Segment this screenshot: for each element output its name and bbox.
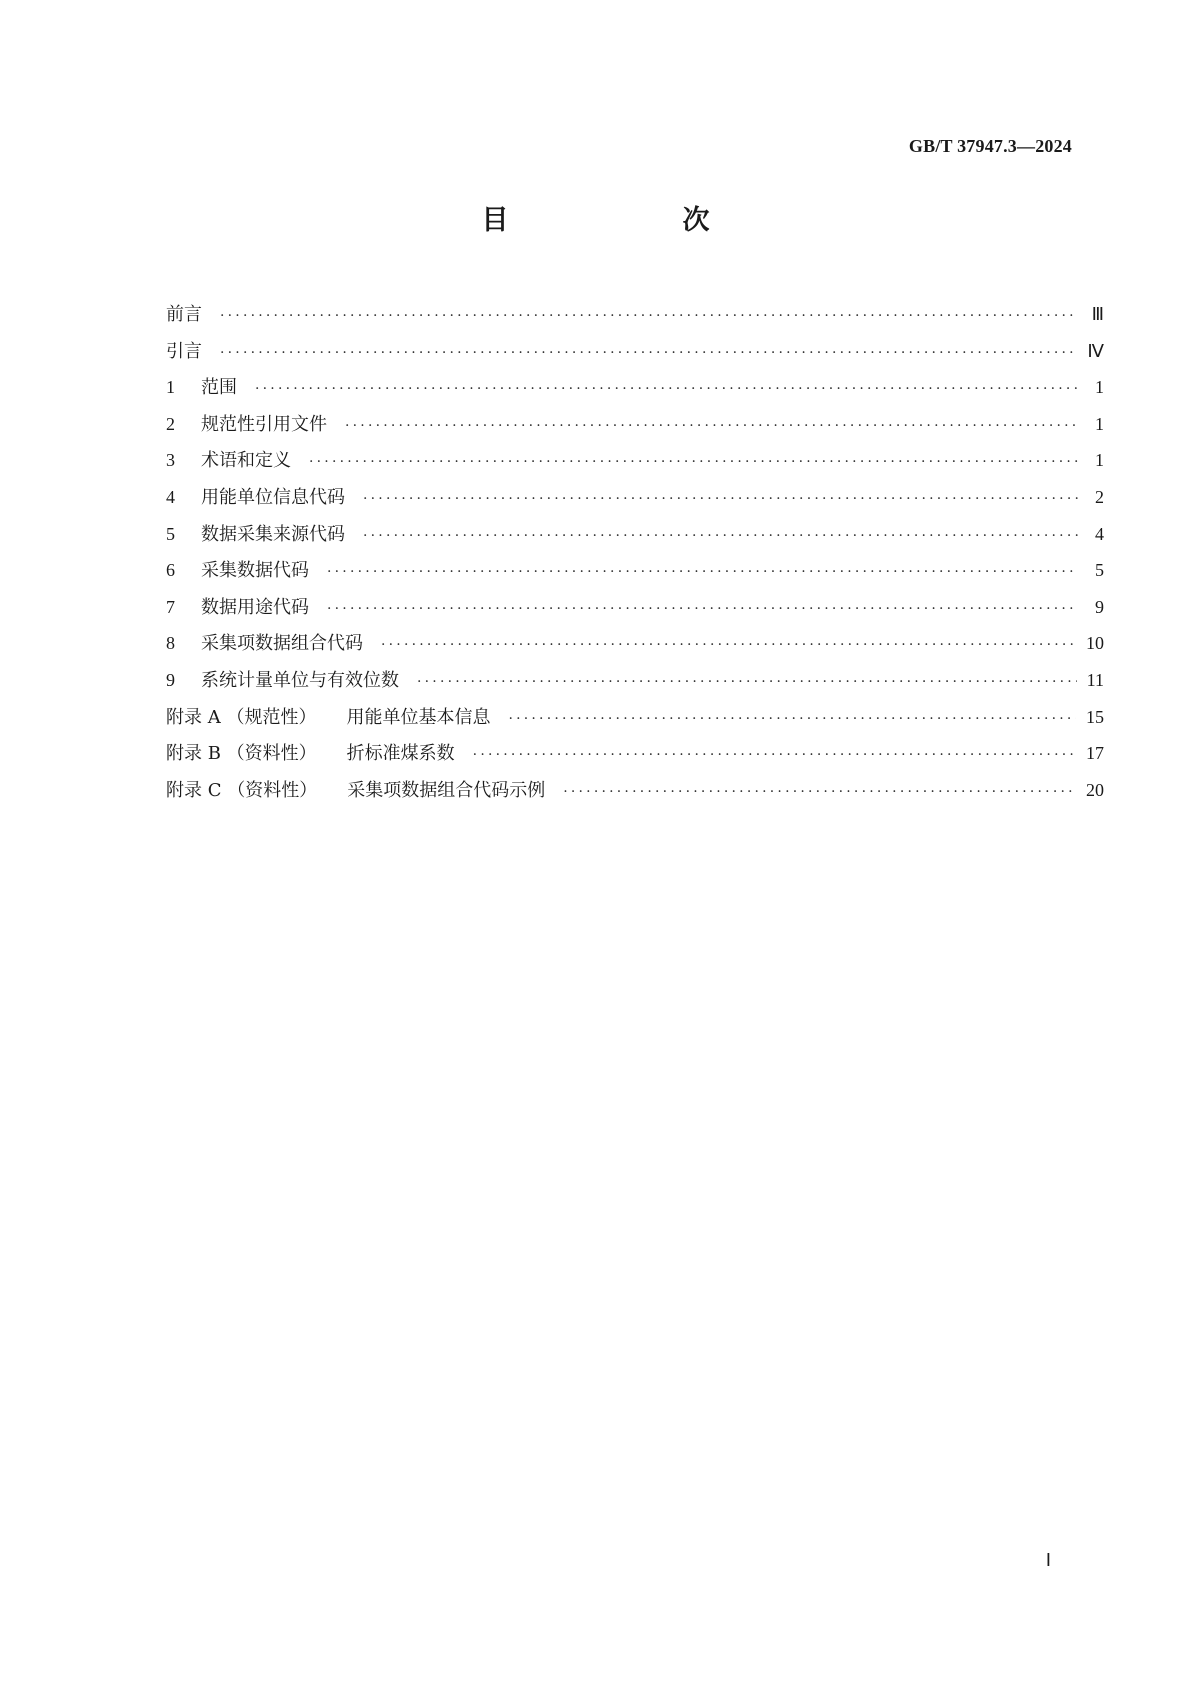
toc-page-number: 10 (1086, 633, 1104, 654)
toc-item-5[interactable] (166, 520, 1104, 557)
toc-entry-title: 范围 (201, 377, 237, 399)
toc-entry-label (166, 593, 309, 619)
toc-title: 目 次 (481, 205, 750, 236)
toc-entry-title: 数据用途代码 (201, 596, 309, 618)
toc-entry-label (166, 373, 237, 399)
toc-section-number: 4 (166, 486, 175, 507)
toc-entry-title: 引言 (166, 340, 202, 362)
toc-item-8[interactable] (166, 629, 1104, 666)
toc-page-number: 11 (1086, 669, 1104, 690)
toc-dot-leader (363, 528, 1078, 544)
toc-appendix-prefix: 附录 B （资料性） (166, 743, 317, 765)
toc-entry-title: 折标准煤系数 (346, 743, 455, 765)
toc-entry-label (166, 337, 202, 363)
toc-item-appendix-c[interactable] (166, 776, 1104, 813)
toc-item-3[interactable] (166, 446, 1104, 483)
toc-entry-label (166, 410, 327, 436)
toc-page-number: 9 (1095, 596, 1104, 617)
toc-item-appendix-b[interactable] (166, 739, 1104, 776)
toc-item-foreword[interactable] (166, 300, 1104, 337)
toc-dot-leader (345, 418, 1078, 434)
toc-page-number: 5 (1095, 560, 1104, 581)
toc-entry-label (166, 300, 202, 326)
toc-section-number: 7 (166, 596, 175, 617)
table-of-contents (166, 300, 1104, 812)
toc-dot-leader (363, 491, 1078, 507)
toc-entry-label (166, 666, 399, 692)
toc-dot-leader (327, 564, 1078, 580)
toc-page-number: 20 (1086, 779, 1104, 800)
toc-entry-title: 术语和定义 (201, 450, 291, 472)
toc-item-appendix-a[interactable] (166, 703, 1104, 740)
toc-section-number: 6 (166, 560, 175, 581)
toc-section-number: 1 (166, 377, 175, 398)
toc-appendix-prefix: 附录 A （规范性） (166, 706, 317, 728)
toc-entry-title: 采集数据代码 (201, 560, 309, 582)
toc-dot-leader (220, 345, 1077, 361)
toc-entry-title: 数据采集来源代码 (201, 523, 345, 545)
toc-item-4[interactable] (166, 483, 1104, 520)
toc-entry-label (166, 776, 545, 802)
toc-page-number: 17 (1086, 743, 1104, 764)
toc-page-number: Ⅳ (1087, 340, 1104, 361)
toc-page-number: 1 (1095, 450, 1104, 471)
toc-dot-leader (563, 784, 1076, 800)
toc-dot-leader (473, 747, 1076, 763)
toc-entry-label (166, 446, 291, 472)
toc-dot-leader (220, 308, 1078, 324)
toc-section-number: 5 (166, 523, 175, 544)
toc-page-number: 1 (1095, 377, 1104, 398)
toc-item-6[interactable] (166, 556, 1104, 593)
toc-entry-title: 前言 (166, 304, 202, 325)
toc-page-number: 4 (1095, 523, 1104, 544)
toc-dot-leader (327, 601, 1078, 617)
toc-dot-leader (255, 381, 1078, 397)
toc-page-number: Ⅲ (1091, 304, 1104, 324)
toc-item-2[interactable] (166, 410, 1104, 447)
toc-item-1[interactable] (166, 373, 1104, 410)
toc-entry-title: 用能单位信息代码 (201, 486, 345, 508)
toc-page-number: 1 (1095, 413, 1104, 434)
toc-appendix-prefix: 附录 C （资料性） (166, 779, 318, 801)
toc-section-number: 2 (166, 413, 175, 434)
toc-entry-title: 采集项数据组合代码示例 (347, 779, 546, 801)
toc-entry-title: 用能单位基本信息 (346, 706, 491, 728)
toc-entry-title: 规范性引用文件 (201, 413, 327, 435)
toc-dot-leader (381, 637, 1076, 653)
toc-item-9[interactable] (166, 666, 1104, 703)
toc-dot-leader (309, 454, 1078, 470)
toc-entry-label (166, 629, 363, 655)
toc-section-number: 3 (166, 450, 175, 471)
toc-entry-title: 系统计量单位与有效位数 (201, 669, 399, 691)
toc-page-number: 2 (1095, 486, 1104, 507)
toc-section-number: 8 (166, 633, 175, 654)
document-code: GB/T 37947.3—2024 (908, 136, 1072, 156)
toc-dot-leader (508, 711, 1076, 727)
toc-entry-label (166, 703, 490, 729)
toc-entry-label (166, 483, 345, 509)
toc-entry-title: 采集项数据组合代码 (201, 633, 363, 655)
toc-section-number: 9 (166, 669, 175, 690)
toc-entry-label (166, 739, 455, 765)
toc-entry-label (166, 520, 345, 546)
toc-entry-label (166, 556, 309, 582)
toc-page-number: 15 (1086, 706, 1104, 727)
toc-item-7[interactable] (166, 593, 1104, 630)
page-number-footer: Ⅰ (1045, 1550, 1051, 1570)
toc-dot-leader (417, 674, 1077, 690)
toc-item-introduction[interactable] (166, 337, 1104, 374)
